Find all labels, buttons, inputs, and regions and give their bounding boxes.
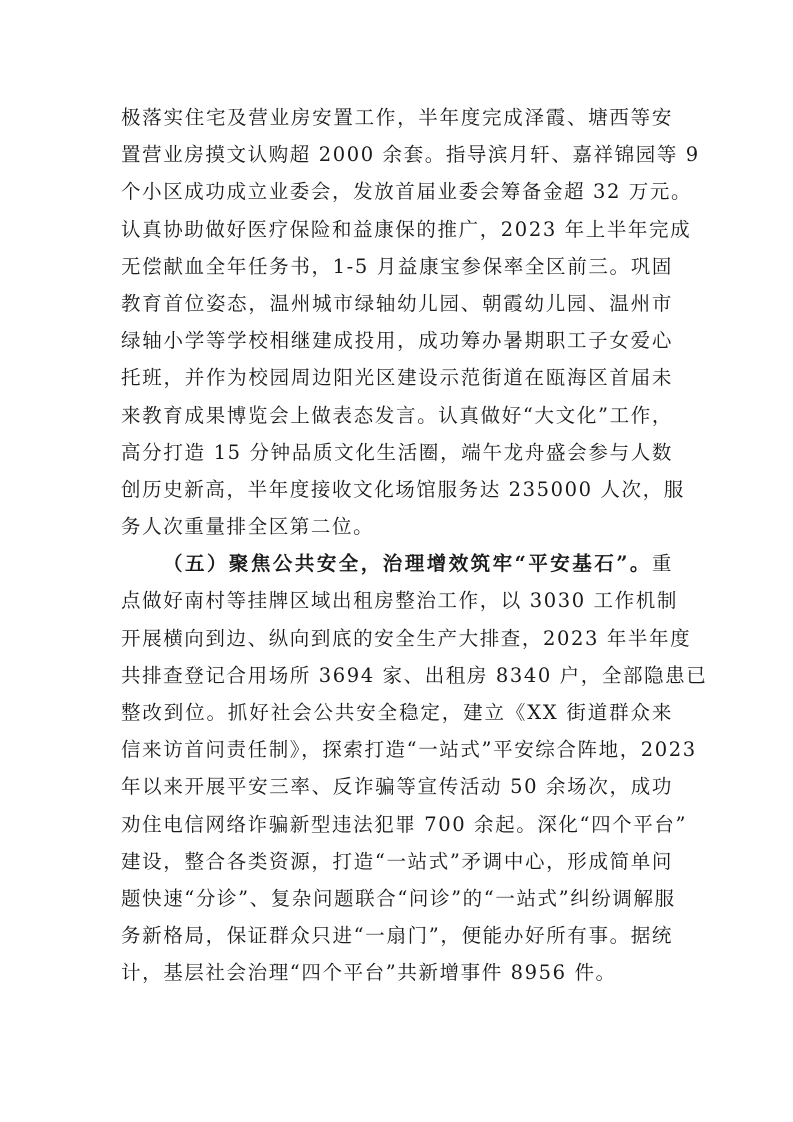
text-line: 计，基层社会治理“四个平台”共新增事件 8956 件。 [121, 961, 617, 985]
text-line: 题快速“分诊”、复杂问题联合“问诊”的“一站式”纠纷调解服 [121, 886, 676, 910]
text-line: 创历史新高，半年度接收文化场馆服务达 235000 人次，服 [121, 477, 685, 501]
text-line: 托班，并作为校园周边阳光区建设示范街道在瓯海区首届未 [121, 366, 673, 390]
text-line: 极落实住宅及营业房安置工作，半年度完成泽霞、塘西等安 [121, 106, 673, 129]
text-line: 置营业房摸文认购超 2000 余套。指导滨月轩、嘉祥锦园等 9 [121, 143, 700, 167]
text-line: 信来访首问责任制》，探索打造“一站式”平安综合阵地，2023 [121, 738, 697, 762]
text-line: 教育首位姿态，温州城市绿轴幼儿园、朝霞幼儿园、温州市 [121, 291, 673, 315]
text-line: 点做好南村等挂牌区域出租房整治工作，以 3030 工作机制 [121, 589, 678, 613]
section-heading-line [121, 545, 673, 582]
text-line: 整改到位。抓好社会公共安全稳定，建立《XX 街道群众来 [121, 701, 673, 724]
text-line: 无偿献血全年任务书，1-5 月益康宝参保率全区前三。巩固 [121, 254, 673, 278]
section-heading: （五）聚焦公共安全，治理增效筑牢“平安基石”。 [163, 552, 652, 576]
text-line: 个小区成功成立业委会，发放首届业委会筹备金超 32 万元。 [121, 180, 693, 204]
paragraph-body [121, 99, 700, 545]
section-heading-tail: 重 [651, 552, 673, 576]
text-line: 建设，整合各类资源，打造“一站式”矛调中心，形成简单问 [121, 849, 673, 873]
text-line: 来教育成果博览会上做表态发言。认真做好“大文化”工作， [121, 403, 673, 427]
text-line: 开展横向到边、纵向到底的安全生产大排查，2023 年半年度 [121, 626, 692, 650]
text-line: 共排查登记合用场所 3694 家、出租房 8340 户，全部隐患已 [121, 663, 708, 687]
document-page [121, 99, 708, 992]
text-line: 认真协助做好医疗保险和益康保的推广，2023 年上半年完成 [121, 217, 692, 241]
text-line: 年以来开展平安三率、反诈骗等宣传活动 50 余场次，成功 [121, 775, 673, 799]
text-line: 高分打造 15 分钟品质文化生活圈，端午龙舟盛会参与人数 [121, 440, 673, 464]
text-line: 劝住电信网络诈骗新型违法犯罪 700 余起。深化“四个平台” [121, 812, 688, 836]
paragraph-section-five [121, 545, 708, 991]
text-line: 绿轴小学等学校相继建成投用，成功筹办暑期职工子女爱心 [121, 329, 673, 353]
text-line: 务新格局，保证群众只进“一扇门”，便能办好所有事。据统 [121, 924, 673, 948]
text-line: 务人次重量排全区第二位。 [121, 515, 375, 539]
